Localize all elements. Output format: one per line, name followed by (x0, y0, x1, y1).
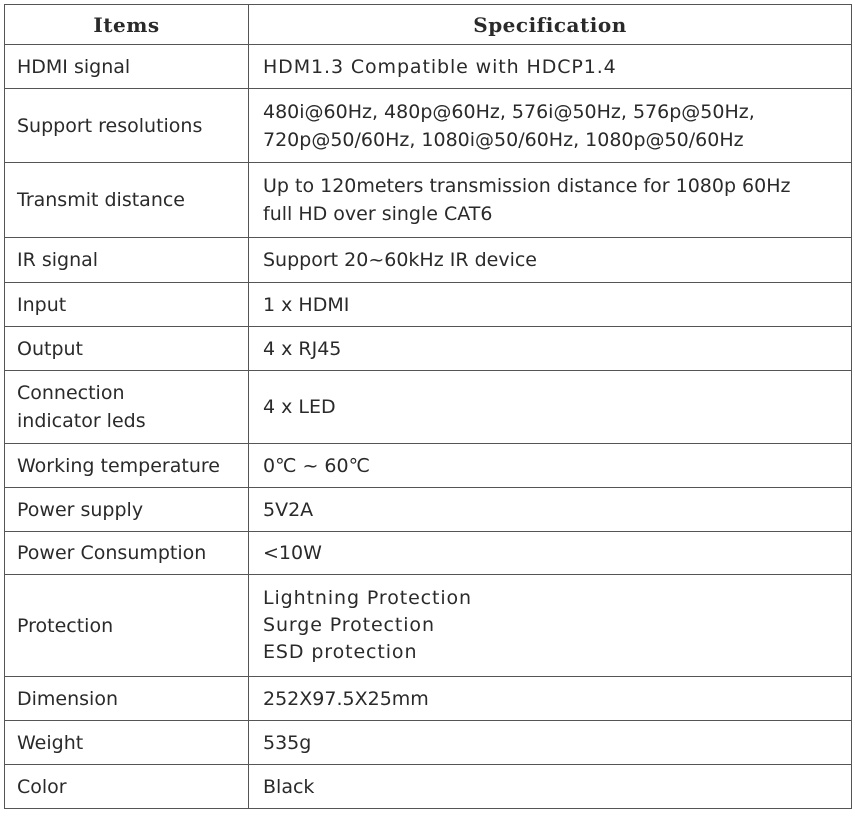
item-cell: Protection (5, 575, 249, 677)
item-cell: HDMI signal (5, 45, 249, 89)
item-cell: Dimension (5, 677, 249, 721)
spec-line: full HD over single CAT6 (263, 203, 493, 225)
spec-line: 480i@60Hz, 480p@60Hz, 576i@50Hz, 576p@50Hz, (263, 100, 755, 123)
spec-cell (249, 89, 852, 163)
table-row-hdmi-signal (5, 45, 852, 89)
spec-cell: 4 x LED (249, 371, 852, 444)
spec-line: ESD protection (263, 641, 418, 663)
item-cell: Support resolutions (5, 89, 249, 163)
table-row-protection (5, 575, 852, 677)
spec-line: Surge Protection (263, 614, 435, 636)
table-row-power-consumption (5, 532, 852, 575)
spec-table (4, 4, 852, 809)
item-cell: Power supply (5, 488, 249, 532)
spec-line: Lightning Protection (263, 587, 473, 609)
spec-cell: 252X97.5X25mm (249, 677, 852, 721)
item-cell: Weight (5, 721, 249, 765)
table-row-support-resolutions (5, 89, 852, 163)
header-items: Items (5, 5, 249, 45)
spec-line: 720p@50/60Hz, 1080i@50/60Hz, 1080p@50/60Hz (263, 128, 744, 151)
spec-cell: <10W (249, 532, 852, 575)
spec-cell: 0℃ ~ 60℃ (249, 444, 852, 488)
table-row-weight (5, 721, 852, 765)
table-header-row (5, 5, 852, 45)
item-cell (5, 371, 249, 444)
spec-cell (249, 163, 852, 238)
item-cell: Transmit distance (5, 163, 249, 238)
spec-cell: 4 x RJ45 (249, 327, 852, 371)
table-row-dimension (5, 677, 852, 721)
item-line: Connection (17, 382, 125, 404)
spec-line: Up to 120meters transmission distance for 1080p 60Hz (263, 175, 791, 197)
table-row-power-supply (5, 488, 852, 532)
spec-cell: Support 20~60kHz IR device (249, 238, 852, 283)
item-cell: Color (5, 765, 249, 809)
item-cell: Input (5, 283, 249, 327)
table-row-transmit-distance (5, 163, 852, 238)
spec-cell: 5V2A (249, 488, 852, 532)
table-row-ir-signal (5, 238, 852, 283)
spec-cell: HDM1.3 Compatible with HDCP1.4 (249, 45, 852, 89)
table-row-output (5, 327, 852, 371)
item-cell: IR signal (5, 238, 249, 283)
item-cell: Power Consumption (5, 532, 249, 575)
spec-cell: 535g (249, 721, 852, 765)
item-line: indicator leds (17, 410, 146, 432)
spec-cell: 1 x HDMI (249, 283, 852, 327)
table-row-working-temperature (5, 444, 852, 488)
spec-cell: Black (249, 765, 852, 809)
item-cell: Working temperature (5, 444, 249, 488)
item-cell: Output (5, 327, 249, 371)
table-row-color (5, 765, 852, 809)
spec-cell (249, 575, 852, 677)
table-row-connection-leds (5, 371, 852, 444)
header-specification: Specification (249, 5, 852, 45)
table-row-input (5, 283, 852, 327)
